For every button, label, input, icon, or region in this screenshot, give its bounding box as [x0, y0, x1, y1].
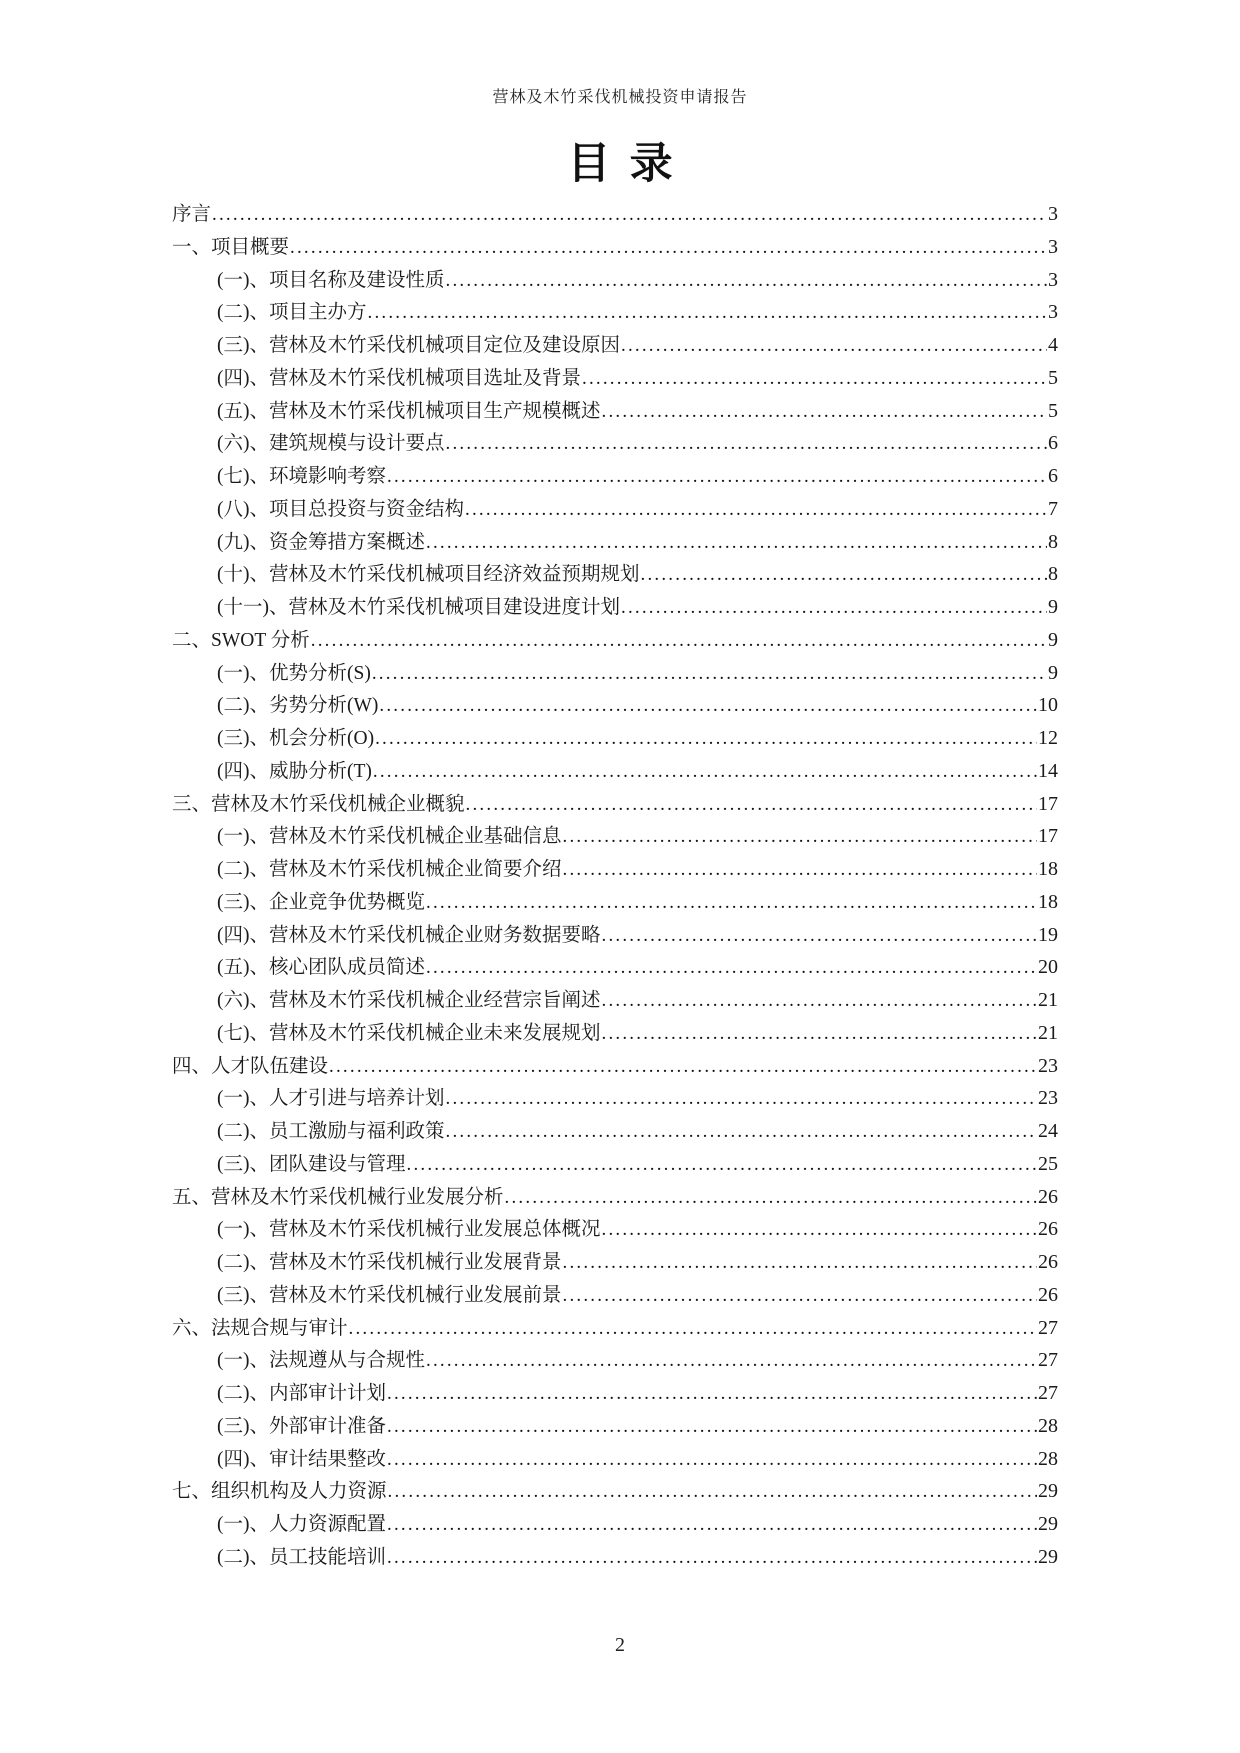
- toc-entry-label: (一)、人才引进与培养计划: [217, 1088, 445, 1110]
- toc-entry[interactable]: [172, 1312, 1058, 1345]
- toc-entry[interactable]: [172, 657, 1058, 690]
- toc-entry-page: 27: [1038, 1316, 1058, 1339]
- toc-entry-page: 3: [1048, 268, 1058, 291]
- toc-entry-page: 27: [1038, 1349, 1058, 1372]
- document-header-title: 营林及木竹采伐机械投资申请报告: [492, 89, 748, 106]
- toc-entry-page: 4: [1048, 334, 1058, 356]
- toc-entry[interactable]: [172, 591, 1058, 624]
- toc-entry[interactable]: [172, 493, 1058, 526]
- toc-entry-label: (四)、营林及木竹采伐机械项目选址及背景: [217, 367, 581, 389]
- toc-entry-page: 17: [1038, 825, 1058, 848]
- toc-entry-label: (三)、团队建设与管理: [217, 1153, 406, 1175]
- toc-entry-label: 五、营林及木竹采伐机械行业发展分析: [172, 1186, 504, 1208]
- toc-entry-label: 二、SWOT 分析: [172, 629, 310, 651]
- toc-leader-dots: [602, 920, 1038, 953]
- toc-entry-label: (二)、项目主办方: [217, 302, 367, 324]
- toc-entry[interactable]: [172, 1148, 1058, 1181]
- toc-leader-dots: [602, 1214, 1038, 1247]
- toc-leader-dots: [582, 363, 1047, 396]
- toc-leader-dots: [563, 1280, 1038, 1313]
- toc-leader-dots: [387, 461, 1047, 494]
- toc-leader-dots: [387, 1444, 1037, 1477]
- toc-entry-page: 28: [1038, 1414, 1058, 1437]
- toc-leader-dots: [379, 690, 1037, 723]
- toc-entry[interactable]: [172, 231, 1058, 264]
- toc-entry-page: 17: [1038, 792, 1058, 815]
- toc-entry-page: 18: [1038, 890, 1058, 913]
- toc-leader-dots: [602, 985, 1038, 1018]
- toc-leader-dots: [602, 396, 1048, 429]
- toc-entry-label: (十)、营林及木竹采伐机械项目经济效益预期规划: [217, 564, 640, 586]
- toc-leader-dots: [212, 199, 1047, 232]
- toc-entry-page: 29: [1038, 1545, 1058, 1568]
- toc-entry-page: 28: [1038, 1447, 1058, 1470]
- toc-entry[interactable]: [172, 427, 1058, 460]
- toc-entry-label: (二)、营林及木竹采伐机械企业简要介绍: [217, 859, 562, 880]
- toc-entry-page: 7: [1048, 497, 1058, 520]
- toc-entry[interactable]: [172, 886, 1058, 919]
- toc-entry-page: 3: [1048, 301, 1058, 324]
- toc-entry-label: (七)、营林及木竹采伐机械企业未来发展规划: [217, 1022, 601, 1044]
- toc-entry[interactable]: [172, 919, 1058, 952]
- toc-entry[interactable]: [172, 788, 1058, 821]
- toc-entry[interactable]: [172, 820, 1058, 853]
- toc-entry-label: (三)、外部审计准备: [217, 1415, 386, 1437]
- toc-entry-label: 七、组织机构及人力资源: [172, 1481, 387, 1503]
- toc-entry-label: 六、法规合规与审计: [172, 1317, 348, 1339]
- toc-leader-dots: [446, 1116, 1038, 1149]
- toc-entry[interactable]: [172, 1050, 1058, 1083]
- toc-leader-dots: [387, 1411, 1037, 1444]
- toc-leader-dots: [375, 723, 1037, 756]
- toc-leader-dots: [290, 232, 1047, 265]
- toc-entry-label: 三、营林及木竹采伐机械企业概貌: [172, 793, 465, 815]
- toc-entry[interactable]: [172, 264, 1058, 297]
- toc-leader-dots: [387, 1509, 1037, 1542]
- toc-entry-page: 6: [1048, 465, 1058, 487]
- toc-title: 目录: [567, 141, 693, 188]
- toc-entry-label: (七)、环境影响考察: [217, 466, 386, 487]
- toc-entry[interactable]: [172, 853, 1058, 886]
- toc-leader-dots: [641, 559, 1048, 592]
- toc-entry-label: (六)、建筑规模与设计要点: [217, 433, 445, 455]
- toc-entry-label: (九)、资金筹措方案概述: [217, 531, 425, 553]
- toc-entry[interactable]: [172, 689, 1058, 722]
- toc-leader-dots: [446, 265, 1048, 298]
- toc-entry-page: 21: [1038, 989, 1058, 1011]
- toc-entry-label: 序言: [172, 204, 212, 225]
- toc-entry-label: (二)、员工激励与福利政策: [217, 1121, 445, 1142]
- toc-entry-label: (一)、营林及木竹采伐机械企业基础信息: [217, 826, 562, 848]
- toc-entry[interactable]: [172, 1541, 1058, 1574]
- toc-entry-page: 3: [1048, 235, 1058, 258]
- toc-leader-dots: [505, 1182, 1037, 1215]
- toc-entry-page: 29: [1038, 1513, 1058, 1535]
- toc-leader-dots: [373, 756, 1037, 789]
- toc-entry-label: (二)、营林及木竹采伐机械行业发展背景: [217, 1252, 562, 1273]
- toc-entry[interactable]: [172, 1213, 1058, 1246]
- toc-entry-label: (四)、威胁分析(T): [217, 760, 372, 782]
- toc-entry[interactable]: [172, 395, 1058, 428]
- toc-entry[interactable]: [172, 558, 1058, 591]
- toc-entry-page: 9: [1048, 596, 1058, 618]
- toc-entry-label: (二)、内部审计计划: [217, 1383, 386, 1404]
- toc-entry-label: (五)、营林及木竹采伐机械项目生产规模概述: [217, 400, 601, 422]
- toc-entry-page: 23: [1038, 1054, 1058, 1077]
- toc-entry-page: 9: [1048, 628, 1058, 651]
- toc-entry-label: (一)、项目名称及建设性质: [217, 269, 445, 291]
- toc-entry-page: 26: [1038, 1251, 1058, 1273]
- toc-list: [172, 198, 1058, 1574]
- toc-leader-dots: [446, 1083, 1038, 1116]
- toc-entry-page: 27: [1038, 1382, 1058, 1404]
- toc-leader-dots: [466, 789, 1037, 822]
- toc-entry-page: 12: [1038, 727, 1058, 749]
- toc-entry-label: 一、项目概要: [172, 236, 290, 258]
- toc-leader-dots: [387, 1542, 1037, 1575]
- toc-leader-dots: [368, 297, 1048, 330]
- toc-entry-page: 19: [1038, 923, 1058, 946]
- toc-leader-dots: [426, 527, 1047, 560]
- toc-entry-label: (十一)、营林及木竹采伐机械项目建设进度计划: [217, 597, 620, 618]
- toc-entry-label: (三)、企业竞争优势概览: [217, 891, 425, 913]
- toc-entry-page: 14: [1038, 759, 1058, 782]
- toc-entry[interactable]: [172, 1410, 1058, 1443]
- toc-entry-page: 21: [1038, 1021, 1058, 1044]
- toc-entry[interactable]: [172, 1508, 1058, 1541]
- toc-entry[interactable]: [172, 460, 1058, 493]
- toc-entry-label: (三)、营林及木竹采伐机械项目定位及建设原因: [217, 335, 620, 356]
- toc-leader-dots: [563, 1247, 1038, 1280]
- toc-entry-page: 26: [1038, 1218, 1058, 1241]
- toc-entry[interactable]: [172, 1377, 1058, 1410]
- toc-entry[interactable]: [172, 1181, 1058, 1214]
- toc-entry[interactable]: [172, 1246, 1058, 1279]
- toc-entry[interactable]: [172, 1279, 1058, 1312]
- toc-entry-label: (一)、优势分析(S): [217, 662, 371, 684]
- toc-leader-dots: [407, 1149, 1038, 1182]
- toc-entry-label: (一)、法规遵从与合规性: [217, 1350, 425, 1372]
- toc-leader-dots: [563, 821, 1038, 854]
- toc-entry-label: (一)、人力资源配置: [217, 1514, 386, 1535]
- toc-entry-page: 29: [1038, 1480, 1058, 1503]
- toc-leader-dots: [602, 1018, 1038, 1051]
- toc-entry[interactable]: [172, 329, 1058, 362]
- toc-leader-dots: [349, 1313, 1037, 1346]
- page-number: 2: [615, 1634, 625, 1656]
- toc-leader-dots: [311, 625, 1047, 658]
- toc-entry[interactable]: [172, 755, 1058, 788]
- toc-entry-label: (四)、审计结果整改: [217, 1448, 386, 1470]
- toc-entry-page: 8: [1048, 530, 1058, 553]
- toc-entry-label: (三)、营林及木竹采伐机械行业发展前景: [217, 1284, 562, 1306]
- toc-entry-page: 6: [1048, 432, 1058, 455]
- toc-entry-label: (一)、营林及木竹采伐机械行业发展总体概况: [217, 1219, 601, 1241]
- toc-entry-label: (五)、核心团队成员简述: [217, 957, 425, 979]
- toc-leader-dots: [465, 494, 1047, 527]
- toc-leader-dots: [387, 1378, 1037, 1411]
- toc-entry[interactable]: [172, 296, 1058, 329]
- toc-entry-page: 26: [1038, 1185, 1058, 1208]
- toc-entry-page: 8: [1048, 563, 1058, 586]
- toc-entry[interactable]: [172, 526, 1058, 559]
- toc-leader-dots: [372, 658, 1047, 691]
- toc-leader-dots: [388, 1476, 1037, 1509]
- toc-entry-label: (四)、营林及木竹采伐机械企业财务数据要略: [217, 924, 601, 946]
- toc-entry-label: (三)、机会分析(O): [217, 728, 375, 749]
- toc-entry[interactable]: [172, 722, 1058, 755]
- toc-entry-page: 20: [1038, 956, 1058, 979]
- toc-entry-page: 10: [1038, 694, 1058, 717]
- toc-entry-page: 5: [1048, 399, 1058, 422]
- toc-entry-label: (六)、营林及木竹采伐机械企业经营宗旨阐述: [217, 990, 601, 1011]
- toc-entry-label: 四、人才队伍建设: [172, 1055, 329, 1077]
- toc-entry-page: 18: [1038, 858, 1058, 880]
- toc-entry[interactable]: [172, 1475, 1058, 1508]
- toc-leader-dots: [426, 887, 1037, 920]
- toc-entry[interactable]: [172, 951, 1058, 984]
- toc-entry-label: (二)、劣势分析(W): [217, 695, 379, 717]
- toc-leader-dots: [621, 330, 1047, 363]
- toc-entry-page: 9: [1048, 661, 1058, 684]
- toc-leader-dots: [446, 428, 1048, 461]
- toc-leader-dots: [426, 1345, 1037, 1378]
- toc-entry-label: (八)、项目总投资与资金结构: [217, 498, 464, 520]
- toc-entry[interactable]: [172, 624, 1058, 657]
- toc-entry-page: 5: [1048, 366, 1058, 389]
- toc-entry-page: 26: [1038, 1283, 1058, 1306]
- toc-entry[interactable]: [172, 984, 1058, 1017]
- toc-entry[interactable]: [172, 1017, 1058, 1050]
- toc-entry[interactable]: [172, 1115, 1058, 1148]
- toc-leader-dots: [426, 952, 1037, 985]
- toc-entry[interactable]: [172, 1443, 1058, 1476]
- toc-entry[interactable]: [172, 1344, 1058, 1377]
- toc-leader-dots: [563, 854, 1038, 887]
- toc-leader-dots: [621, 592, 1047, 625]
- toc-entry-label: (二)、员工技能培训: [217, 1546, 386, 1568]
- toc-entry[interactable]: [172, 1082, 1058, 1115]
- toc-entry-page: 23: [1038, 1087, 1058, 1110]
- toc-entry-page: 24: [1038, 1120, 1058, 1142]
- toc-entry[interactable]: [172, 198, 1058, 231]
- toc-entry-page: 25: [1038, 1152, 1058, 1175]
- toc-leader-dots: [329, 1051, 1037, 1084]
- toc-entry-page: 3: [1048, 203, 1058, 225]
- toc-entry[interactable]: [172, 362, 1058, 395]
